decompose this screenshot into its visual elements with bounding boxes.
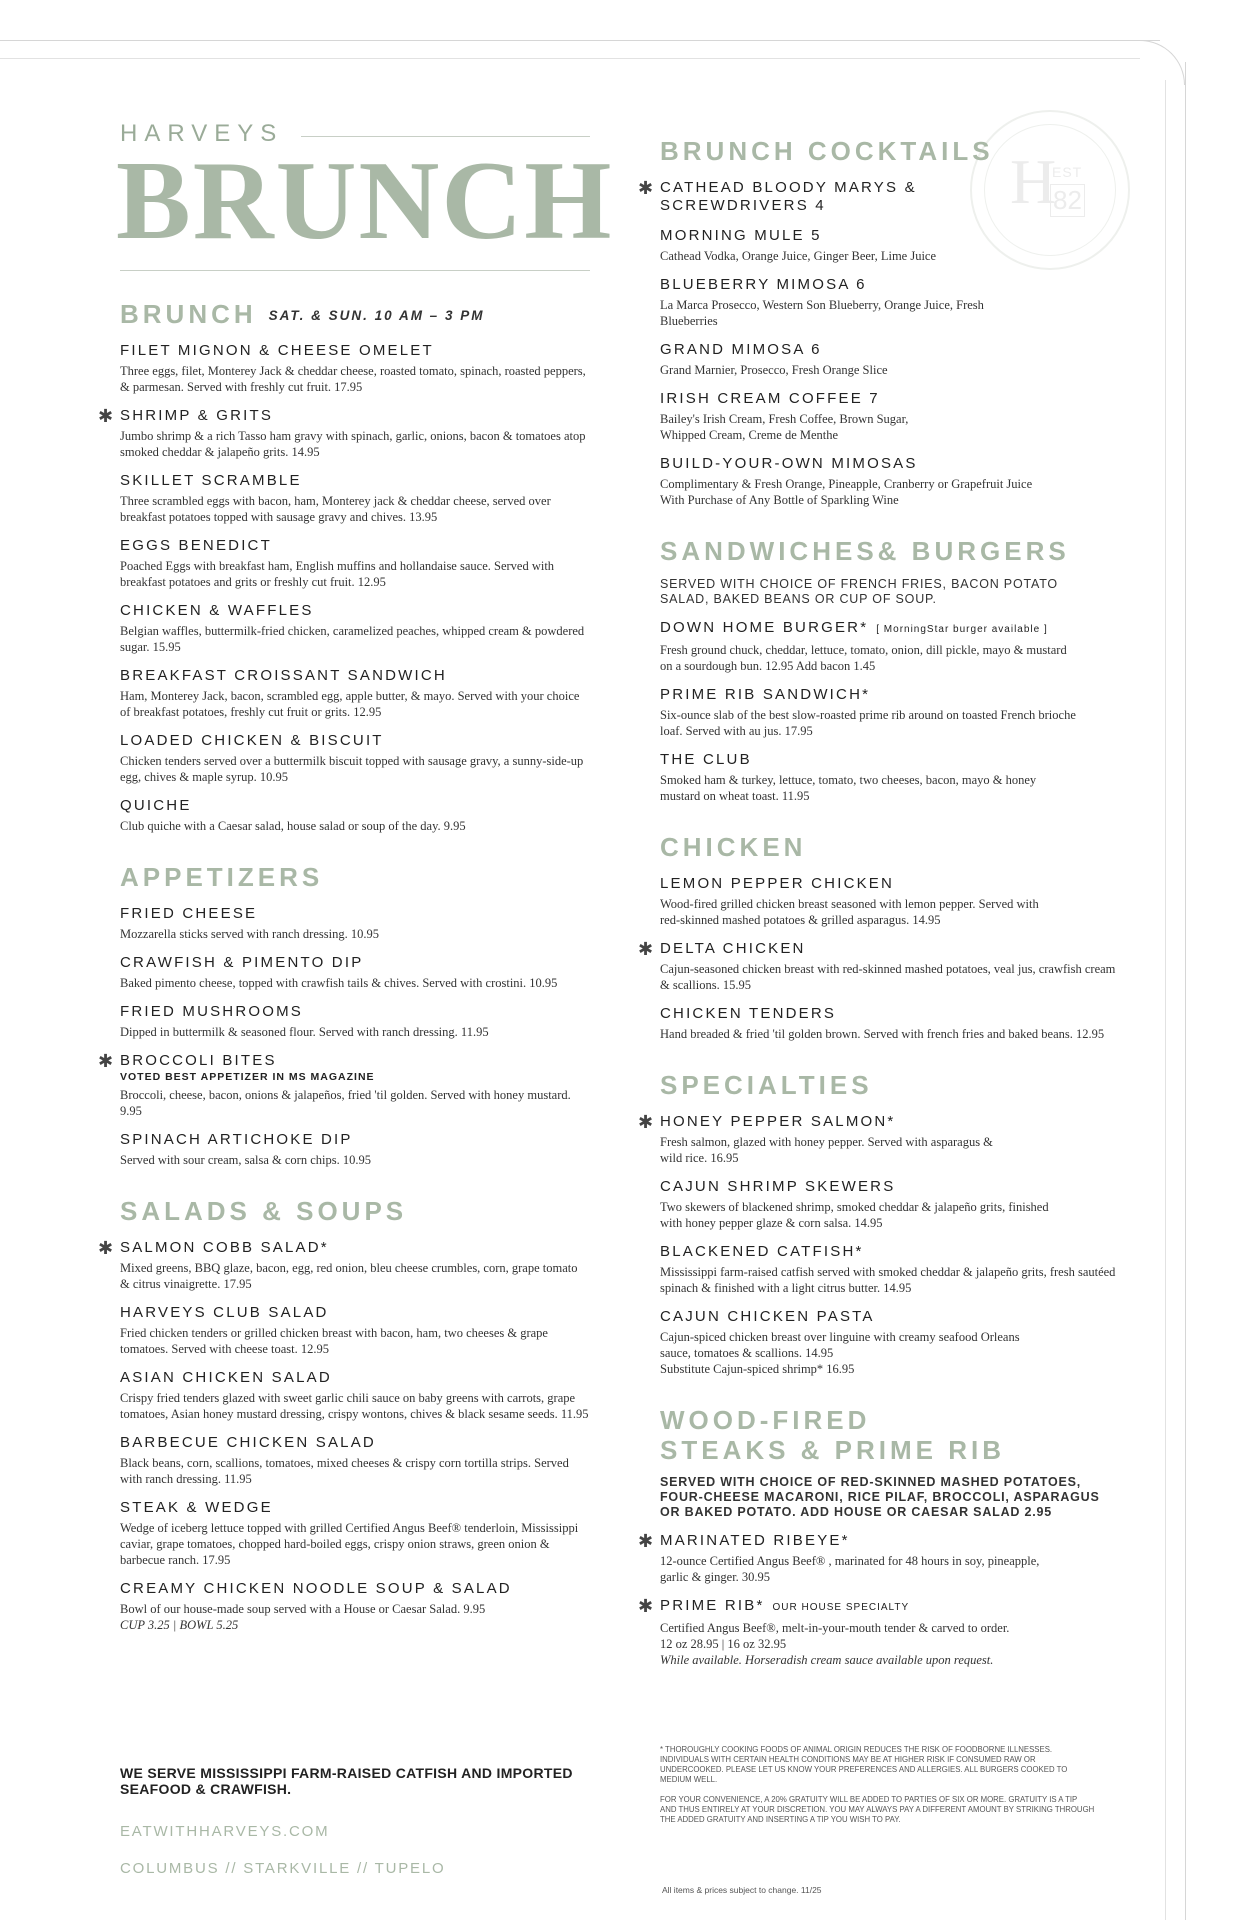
footer [120, 1765, 600, 1877]
menu-item: ✱ SALMON COBB SALAD* Mixed greens, BBQ glaze, bacon, egg, red onion, bleu cheese crumbles, corn, grape tomato & citrus vinaigrette. 17.95 [98, 1238, 578, 1291]
frame-line [1185, 62, 1186, 1920]
menu-item: ✱ HONEY PEPPER SALMON* Fresh salmon, glazed with honey pepper. Served with asparagus & wild rice. 16.95 [638, 1112, 993, 1165]
right-column [638, 130, 1120, 1680]
asterisk-icon: ✱ [98, 406, 114, 426]
asterisk-icon: ✱ [638, 1596, 654, 1616]
menu-item: LOADED CHICKEN & BISCUIT Chicken tenders served over a buttermilk biscuit topped with sausage gravy, a sunny-side-up egg, chives & maple syrup. 10.95 [120, 732, 584, 784]
section-appetizers [98, 905, 590, 1168]
menu-item: EGGS BENEDICT Poached Eggs with breakfast ham, English muffins and hollandaise sauce. Served with breakfast potatoes and grits or freshly cut fruit. 12.95 [120, 537, 555, 589]
menu-item: HARVEYS CLUB SALAD Fried chicken tenders or grilled chicken breast with bacon, ham, two cheeses & grape tomatoes. Served with cheese toast. 12.95 [120, 1304, 548, 1356]
menu-item: ✱ SHRIMP & GRITS Jumbo shrimp & a rich Tasso ham gravy with spinach, garlic, onions, bacon & tomatoes atop smoked cheddar & jalapeño grits. 14.95 [98, 406, 586, 459]
frame-line [1165, 80, 1166, 1920]
website-link[interactable]: EATWITHHARVEYS.COM [120, 1823, 330, 1840]
menu-item: FRIED MUSHROOMS Dipped in buttermilk & seasoned flour. Served with ranch dressing. 11.95 [120, 1003, 489, 1039]
section-cocktails [638, 178, 1120, 508]
menu-item: LEMON PEPPER CHICKEN Wood-fired grilled chicken breast seasoned with lemon pepper. Served with red-skinned mashed potatoes & grilled asparagus. 14.95 [660, 875, 1039, 927]
section-brunch [98, 342, 590, 834]
asterisk-icon: ✱ [98, 1238, 114, 1258]
asterisk-icon: ✱ [638, 1531, 654, 1551]
menu-item: QUICHE Club quiche with a Caesar salad, house salad or soup of the day. 9.95 [120, 797, 466, 833]
section-brunch-heading: BRUNCH SAT. & SUN. 10 AM – 3 PM [120, 299, 485, 329]
menu-item: CHICKEN TENDERS Hand breaded & fried 'til golden brown. Served with french fries and baked beans. 12.95 [660, 1005, 1105, 1041]
menu-item: SPINACH ARTICHOKE DIP Served with sour cream, salsa & corn chips. 10.95 [120, 1131, 371, 1167]
menu-item: BUILD-YOUR-OWN MIMOSAS Complimentary & Fresh Orange, Pineapple, Cranberry or Grapefruit Juice With Purchase of Any Bottle of Sparkling Wine [660, 455, 1033, 507]
menu-item: DOWN HOME BURGER* [ MorningStar burger available ] Fresh ground chuck, cheddar, lettuce, tomato, onion, dill pickle, mayo & mustard on a sourdough bun. 12.95 Add bacon 1.45 [660, 619, 1067, 673]
sandwiches-note: SERVED WITH CHOICE OF FRENCH FRIES, BACON POTATO SALAD, BAKED BEANS OR CUP OF SOUP. [660, 577, 1058, 606]
menu-item: ✱ CATHEAD BLOODY MARYS & SCREWDRIVERS 4 [638, 178, 917, 214]
menu-item: FRIED CHEESE Mozzarella sticks served with ranch dressing. 10.95 [120, 905, 379, 941]
section-specialties [638, 1112, 1120, 1377]
brunch-hours: SAT. & SUN. 10 AM – 3 PM [268, 308, 485, 323]
section-appetizers-heading: APPETIZERS [120, 862, 324, 892]
frame-line [0, 58, 1140, 59]
menu-item: ✱ MARINATED RIBEYE* 12-ounce Certified Angus Beef® , marinated for 48 hours in soy, pineapple, garlic & ginger. 30.95 [638, 1531, 1040, 1584]
frame-corner [1140, 40, 1185, 85]
steaks-note: SERVED WITH CHOICE OF RED-SKINNED MASHED POTATOES, FOUR-CHEESE MACARONI, RICE PILAF, BROCCOLI, ASPARAGUS OR BAKED POTATO. ADD HOUSE OR CAESAR SALAD 2.95 [660, 1475, 1100, 1519]
section-salads-heading: SALADS & SOUPS [120, 1196, 408, 1226]
menu-item: CREAMY CHICKEN NOODLE SOUP & SALAD Bowl of our house-made soup served with a House or Caesar Salad. 9.95 CUP 3.25 | BOWL 5.25 [120, 1580, 512, 1632]
section-steaks [638, 1531, 1120, 1668]
left-column [98, 120, 614, 1645]
section-steaks-heading: WOOD-FIRED STEAKS & PRIME RIB [660, 1405, 1006, 1465]
section-specialties-heading: SPECIALTIES [660, 1070, 873, 1100]
menu-item: ✱ PRIME RIB* OUR HOUSE SPECIALTY Certified Angus Beef®, melt-in-your-mouth tender & carved to order. 12 oz 28.95 | 16 oz 32.95 While available. Horseradish cream sauce available upon request. [638, 1596, 1010, 1667]
menu-item: BLUEBERRY MIMOSA 6 La Marca Prosecco, Western Son Blueberry, Orange Juice, Fresh Blueberries [660, 276, 984, 328]
menu-item: BREAKFAST CROISSANT SANDWICH Ham, Monterey Jack, bacon, scrambled egg, apple butter, & mayo. Served with your choice of breakfast potatoes, freshly cut fruit or grits. 12.95 [120, 667, 580, 719]
divider [301, 136, 590, 137]
section-chicken-heading: CHICKEN [660, 832, 807, 862]
asterisk-icon: ✱ [98, 1051, 114, 1071]
menu-item: CRAWFISH & PIMENTO DIP Baked pimento cheese, topped with crawfish tails & chives. Served with crostini. 10.95 [120, 954, 558, 990]
asterisk-icon: ✱ [638, 178, 654, 198]
menu-item: ✱ BROCCOLI BITES VOTED BEST APPETIZER IN MS MAGAZINE Broccoli, cheese, bacon, onions & jalapeños, fried 'til golden. Served with honey mustard. 9.95 [120, 1052, 590, 1119]
section-chicken [638, 875, 1120, 1042]
menu-item: CAJUN CHICKEN PASTA Cajun-spiced chicken breast over linguine with creamy seafood Orleans sauce, tomatoes & scallions. 14.95 Substitute Cajun-spiced shrimp* 16.95 [660, 1308, 1020, 1376]
divider [120, 270, 590, 271]
brand-name: HARVEYS [120, 120, 284, 147]
sourcing-note: WE SERVE MISSISSIPPI FARM-RAISED CATFISH AND IMPORTED SEAFOOD & CRAWFISH. [120, 1765, 573, 1797]
menu-item: BARBECUE CHICKEN SALAD Black beans, corn, scallions, tomatoes, mixed cheeses & crispy corn tortilla strips. Served with ranch dressing. 11.95 [120, 1434, 569, 1486]
menu-item: MORNING MULE 5 Cathead Vodka, Orange Juice, Ginger Beer, Lime Juice [660, 227, 937, 263]
print-date: All items & prices subject to change. 11/25 [662, 1885, 822, 1895]
menu-item: THE CLUB Smoked ham & turkey, lettuce, tomato, two cheeses, bacon, mayo & honey mustard on wheat toast. 11.95 [660, 751, 1037, 803]
menu-item: ASIAN CHICKEN SALAD Crispy fried tenders glazed with sweet garlic chili sauce on baby greens with carrots, grape tomatoes, Asian honey mustard dressing, crispy wontons, chives & black sesame seeds. 11.95 [120, 1369, 589, 1421]
frame-line [0, 40, 1160, 41]
est-seal-watermark: H EST 82 [970, 110, 1130, 270]
menu-item: PRIME RIB SANDWICH* Six-ounce slab of the best slow-roasted prime rib around on toasted French brioche loaf. Served with au jus. 17.95 [660, 686, 1076, 738]
asterisk-icon: ✱ [638, 939, 654, 959]
menu-item: ✱ DELTA CHICKEN Cajun-seasoned chicken breast with red-skinned mashed potatoes, veal jus, crawfish cream & scallions. 15.95 [638, 939, 1116, 992]
menu-item: SKILLET SCRAMBLE Three scrambled eggs with bacon, ham, Monterey jack & cheddar cheese, served over breakfast potatoes topped with sausage gravy and chives. 13.95 [120, 472, 551, 524]
menu-item: CAJUN SHRIMP SKEWERS Two skewers of blackened shrimp, smoked cheddar & jalapeño grits, finished with honey pepper glaze & corn salsa. 14.95 [660, 1178, 1049, 1230]
section-salads [98, 1238, 590, 1633]
locations: COLUMBUS // STARKVILLE // TUPELO [120, 1860, 446, 1877]
menu-item: BLACKENED CATFISH* Mississippi farm-raised catfish served with smoked cheddar & jalapeño grits, fresh sautéed spinach & finished with a light citrus butter. 14.95 [660, 1243, 1116, 1295]
menu-item: IRISH CREAM COFFEE 7 Bailey's Irish Cream, Fresh Coffee, Brown Sugar, Whipped Cream, Creme de Menthe [660, 390, 909, 442]
section-sandwiches-heading: SANDWICHES& BURGERS [660, 536, 1070, 566]
menu-item: CHICKEN & WAFFLES Belgian waffles, buttermilk-fried chicken, caramelized peaches, whipped cream & powdered sugar. 15.95 [120, 602, 585, 654]
fine-print: * THOROUGHLY COOKING FOODS OF ANIMAL ORIGIN REDUCES THE RISK OF FOODBORNE ILLNESSES. INDIVIDUALS WITH CERTAIN HEALTH CONDITIONS MAY BE AT HIGHER RISK IF CONSUMED RAW OR UNDERCOOKED. PLEASE LET US KNOW YOUR PREFERENCES AND ALLERGIES. ALL BURGERS COOKED TO MEDIUM WELL. FOR YOUR CONVENIENCE, A 20% GRATUITY WILL BE ADDED TO PARTIES OF SIX OR MORE. GRATUITY IS A TIP AND THUS ENTIRELY AT YOUR DISCRETION. YOU MAY ALWAYS PAY A DIFFERENT AMOUNT BY STRIKING THROUGH THE ADDED GRATUITY AND INSERTING A TIP YOU WISH TO PAY. [660, 1745, 1095, 1824]
section-sandwiches [660, 619, 1120, 804]
menu-item: STEAK & WEDGE Wedge of iceberg lettuce topped with grilled Certified Angus Beef® tenderloin, Mississippi caviar, grape tomatoes, chopped hard-boiled eggs, crispy onion straws, green onion & barbecue ranch. 17.95 [120, 1499, 579, 1567]
section-cocktails-heading: BRUNCH COCKTAILS [660, 136, 994, 166]
asterisk-icon: ✱ [638, 1112, 654, 1132]
page-title: BRUNCH [116, 139, 614, 263]
award-note: VOTED BEST APPETIZER IN MS MAGAZINE [120, 1071, 375, 1083]
menu-item: FILET MIGNON & CHEESE OMELET Three eggs, filet, Monterey Jack & cheddar cheese, roasted tomato, spinach, roasted peppers, & parmesan. Served with freshly cut fruit. 17.95 [120, 342, 586, 394]
menu-item: GRAND MIMOSA 6 Grand Marnier, Prosecco, Fresh Orange Slice [660, 341, 888, 377]
